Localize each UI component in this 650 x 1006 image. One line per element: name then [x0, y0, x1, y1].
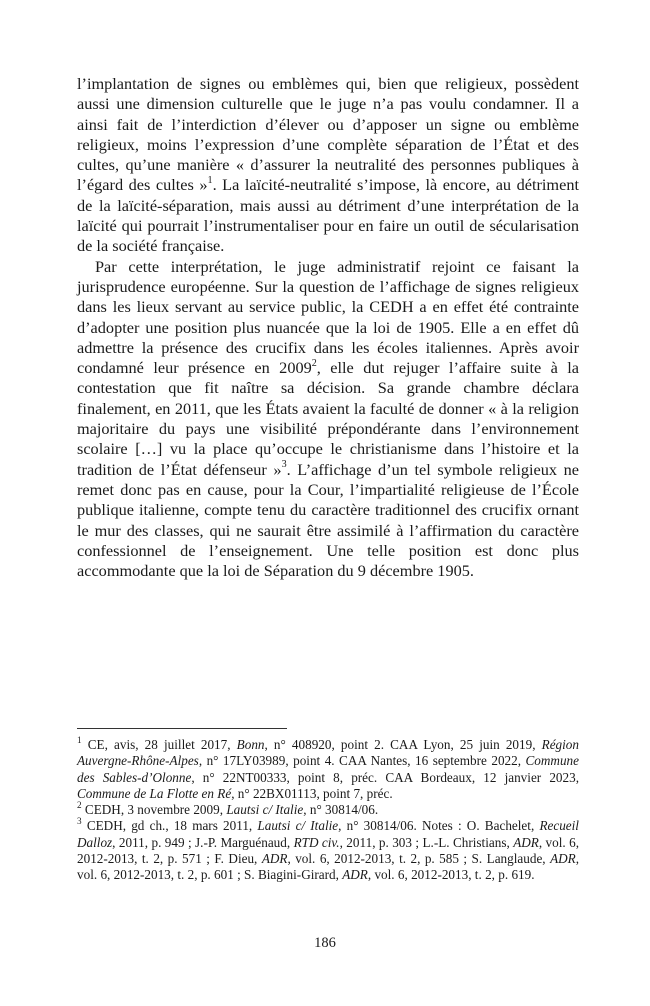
footnote-3-italic: RTD civ.	[293, 834, 340, 850]
footnote-3-italic: ADR	[342, 867, 368, 883]
footnote-ref-3: 3	[281, 459, 287, 471]
footnote-1-number: 1	[77, 734, 82, 745]
paragraph-2-text-c: . L’affichage d’un tel symbole religieux ne remet donc pas en cause, pour la Cour, l’impartialité religieuse de l’École publique italienne, compte tenu du caractère traditionnel des crucifix ornant le mur des classes, qui ne saurait être assimilé à l’affirmation du caractère confessionnel de l’enseignement. Une telle position est donc plus accommodante que la loi de Séparation du 9 décembre 1905.	[77, 459, 579, 581]
footnote-3-italic: ADR	[513, 834, 539, 850]
footnote-1-text: CE, avis, 28 juillet 2017,	[81, 737, 237, 752]
footnote-3-text: , vol. 6, 2012-2013, t. 2, p. 601 ; S. Biagini-Girard,	[77, 851, 579, 883]
page-number: 186	[314, 935, 336, 951]
footnote-2-text: CEDH, 3 novembre 2009,	[81, 802, 227, 818]
footnote-3-text: , vol. 6, 2012-2013, t. 2, p. 585 ; S. Langlaude,	[287, 851, 551, 867]
footnote-1-text: , n° 22BX01113, point 7, préc.	[231, 785, 393, 801]
footnote-2-text: , n° 30814/06.	[303, 802, 379, 818]
paragraph-2-text-b: , elle dut rejuger l’affaire suite à la contestation que fit naître sa décision. Sa grande chambre déclara finalement, en 2011, que les États avaient la faculté de donner « à la religion majoritaire du pays une visibilité prépondérante dans l’environnement scolaire […] vu la place qu’occupe le christianisme dans l’histoire et la tradition de l’État défenseur »	[77, 358, 579, 479]
footnote-3-italic: ADR	[550, 851, 576, 867]
footnote-3-italic: Recueil Dalloz	[77, 818, 579, 850]
footnote-1-text: , n° 17LY03989, point 4. CAA Nantes, 16 septembre 2022,	[198, 753, 526, 769]
paragraph-1-text-b: . La laïcité-neutralité s’impose, là encore, au détriment de la laïcité-séparation, mais aussi au détriment d’une interprétation de la laïcité qui pourrait l’instrumentaliser pour en faire un outil de sécularisation de la société française.	[77, 175, 579, 256]
paragraph-1-text-a: l’implantation de signes ou emblèmes qui, bien que religieux, possèdent aussi une dimension culturelle que le juge n’a pas voulu condamner. Il a ainsi fait de l’interdiction d’élever ou d’apposer un signe ou emblème religieux, moins l’expression d’une complète séparation de l’État et des cultes, qu’une manière « d’assurer la neutralité des personnes publiques à l’égard des cultes »	[77, 74, 579, 195]
footnote-2-italic: Lautsi c/ Italie	[226, 802, 304, 818]
footnote-3-text: , vol. 6, 2012-2013, t. 2, p. 619.	[367, 867, 535, 883]
paragraph-2	[77, 257, 579, 582]
footnote-separator	[77, 728, 287, 729]
footnote-3-text: , 2011, p. 949 ; J.-P. Marguénaud,	[112, 834, 294, 850]
footnote-3-text: , n° 30814/06. Notes : O. Bachelet,	[338, 818, 540, 834]
footnote-1	[77, 734, 579, 802]
footnote-3-text: CEDH, gd ch., 18 mars 2011,	[81, 818, 258, 834]
footnote-3-italic: Lautsi c/ Italie	[257, 818, 339, 834]
footnote-1-italic: Bonn	[236, 737, 265, 752]
footnote-3-number: 3	[77, 816, 82, 827]
footnote-ref-1: 1	[207, 175, 213, 187]
footnote-3-italic: ADR	[261, 851, 288, 867]
footnote-3-text: , vol. 6, 2012-2013, t. 2, p. 571 ; F. Dieu,	[77, 834, 579, 867]
footnote-3	[77, 818, 579, 883]
main-text	[77, 74, 579, 581]
footnote-2-number: 2	[77, 799, 82, 810]
footnote-1-italic: Région Auvergne-Rhône-Alpes	[77, 737, 579, 769]
footnote-3-text: , 2011, p. 303 ; L.-L. Christians,	[339, 834, 514, 850]
footnote-1-italic: Commune de La Flotte en Ré	[77, 785, 232, 801]
footnote-ref-2: 2	[311, 357, 317, 369]
footnote-2	[77, 799, 579, 818]
paragraph-1	[77, 74, 579, 257]
paragraph-2-text-a: Par cette interprétation, le juge administratif rejoint ce faisant la jurisprudence européenne. Sur la question de l’affichage de signes religieux dans les lieux servant au service public, la CEDH a en effet été contrainte d’adopter une position plus nuancée que la loi de 1905. Elle a en effet dû admettre la présence des crucifix dans les écoles italiennes. Après avoir condamné leur présence en 2009	[77, 256, 579, 378]
footnote-1-italic: Commune des Sables-d’Olonne	[77, 753, 579, 785]
footnote-1-text: , n° 22NT00333, point 8, préc. CAA Bordeaux, 12 janvier 2023,	[191, 769, 579, 785]
footnote-1-text: , n° 408920, point 2. CAA Lyon, 25 juin 2019,	[264, 737, 542, 752]
footnotes	[77, 734, 579, 884]
